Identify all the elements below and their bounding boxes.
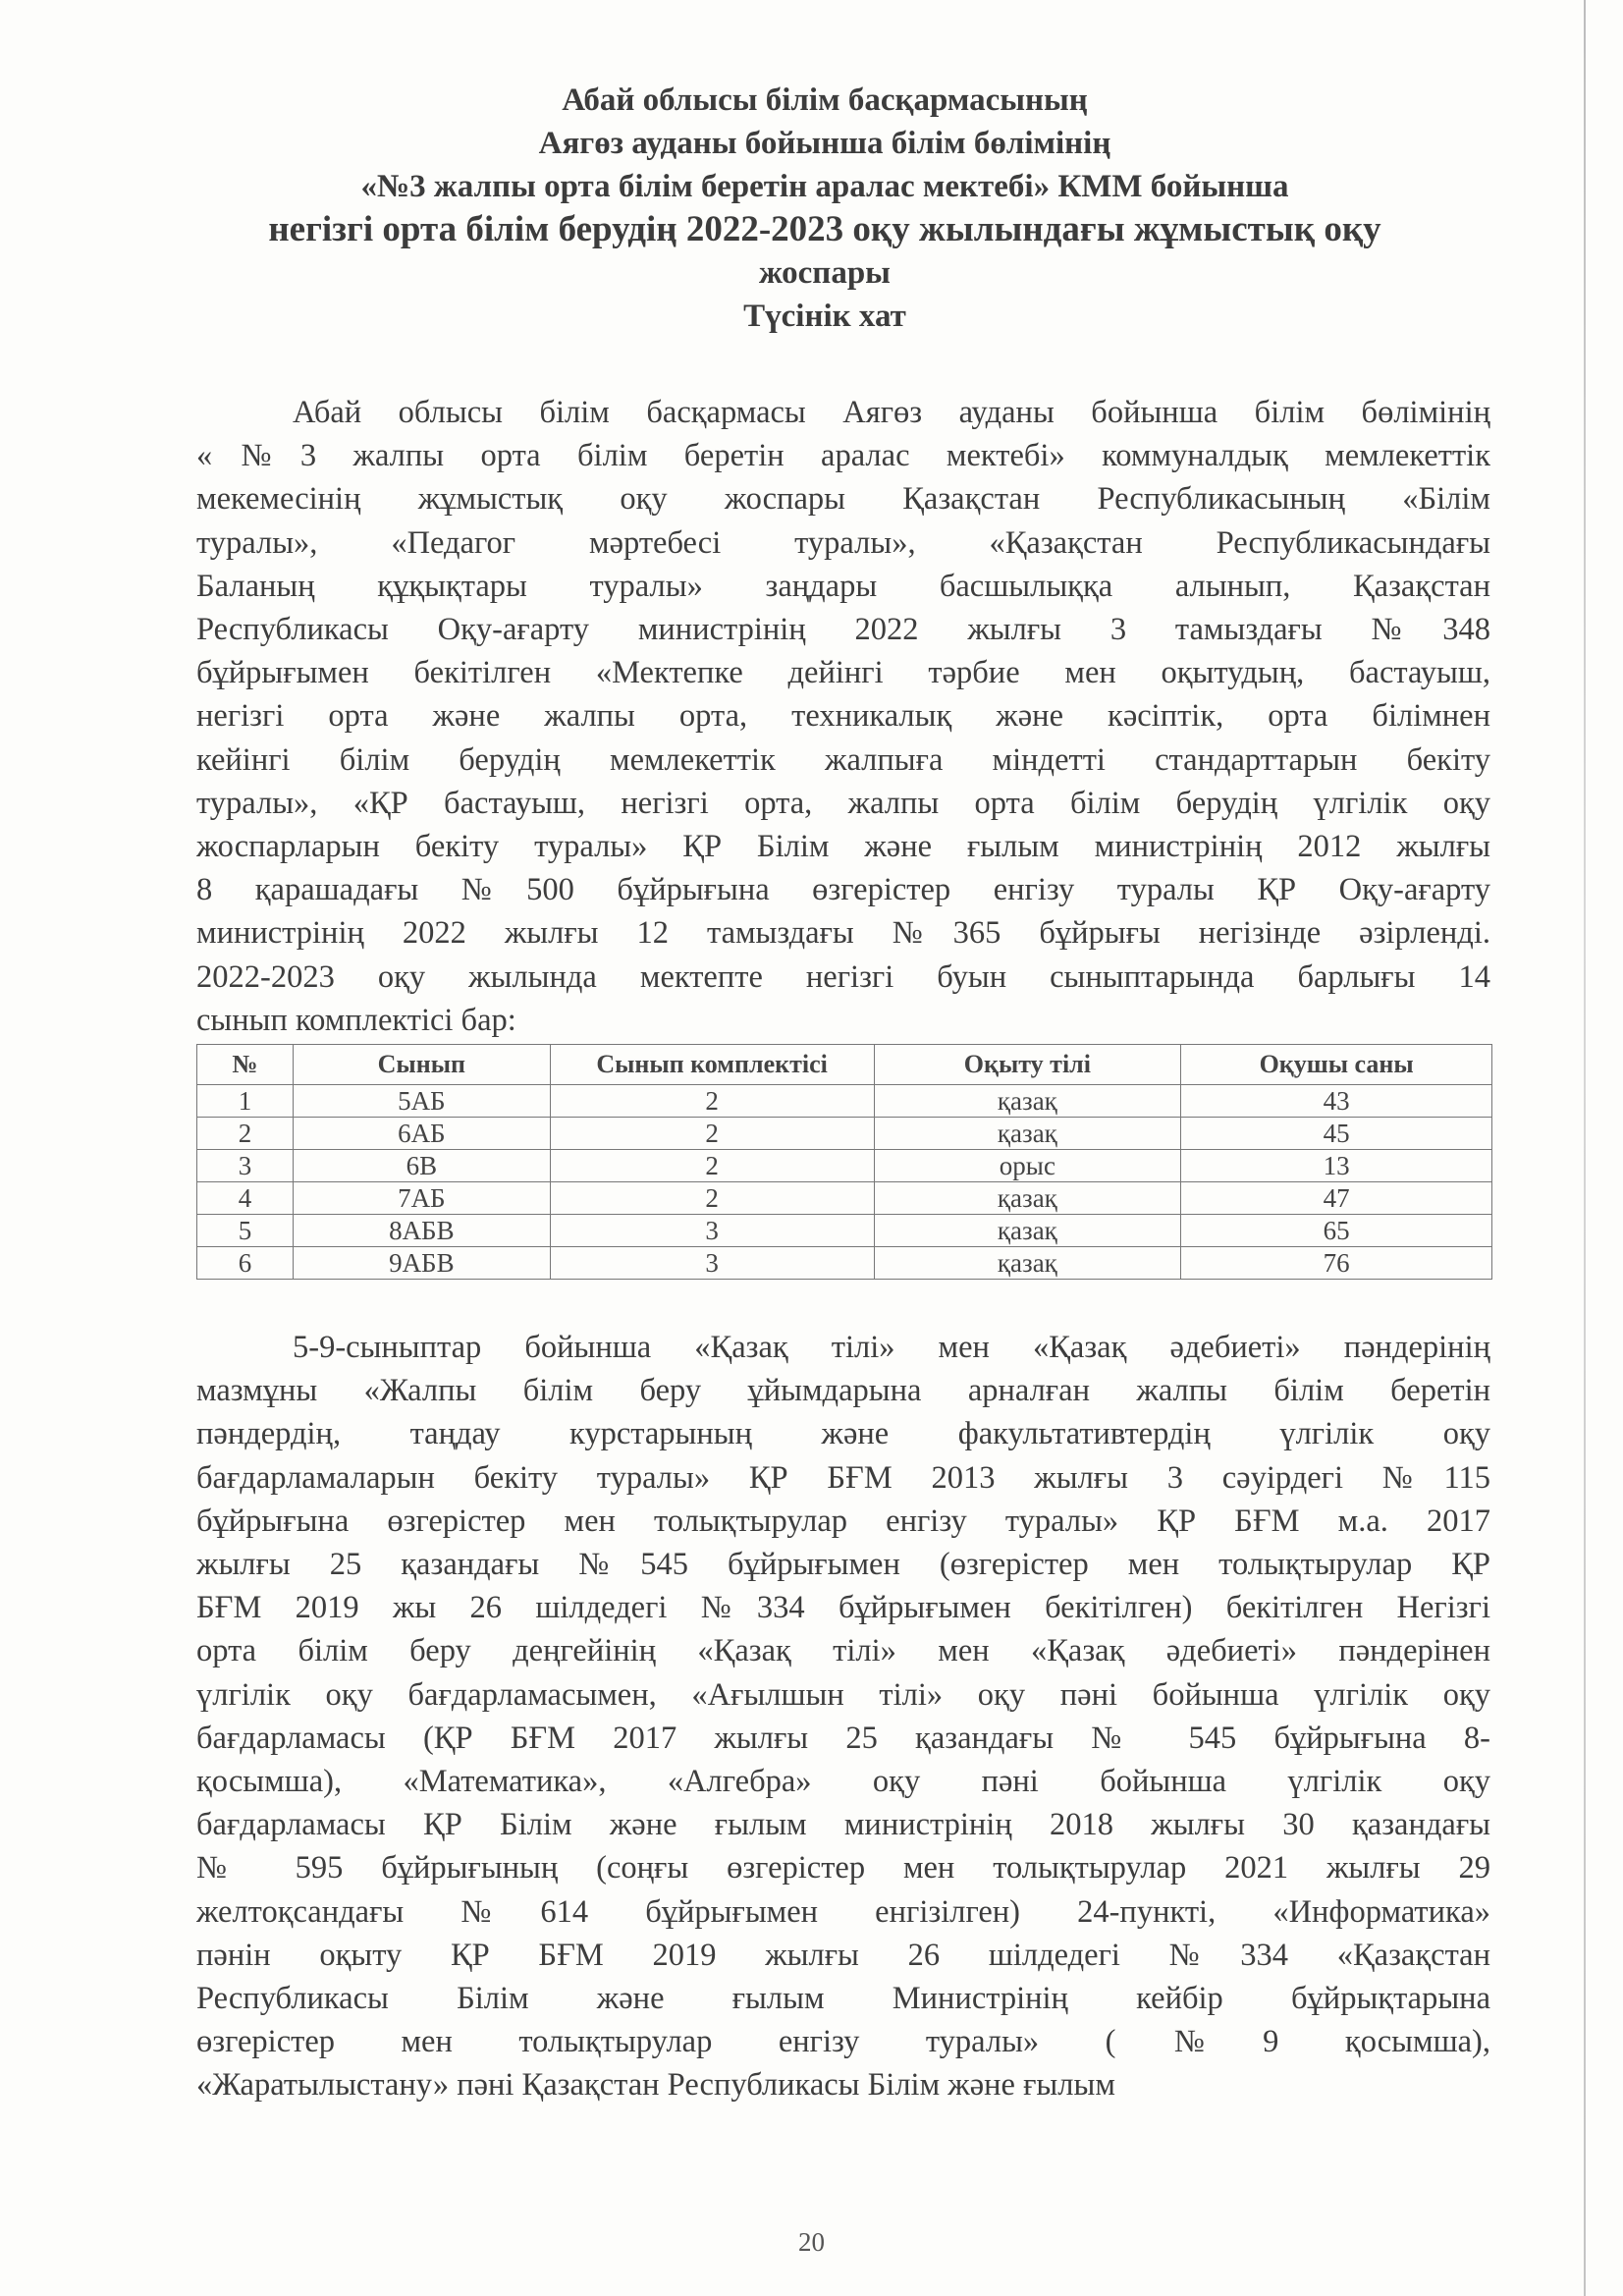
text-line: министрінің 2022 жылғы 12 тамыздағы №365 бұйрығы негізінде әзірленді.: [196, 915, 1490, 952]
text-line: 2022-2023 оқу жылында мектепте негізгі буын сыныптарында барлығы 14: [196, 958, 1490, 995]
table-row: [197, 1085, 1492, 1118]
table-cell: 2: [550, 1182, 874, 1215]
table-cell: 5АБ: [293, 1085, 550, 1118]
text-line: орта білім беру деңгейінің «Қазақ тілі» мен «Қазақ әдебиеті» пәндерінен: [196, 1633, 1490, 1669]
text-line: желтоқсандағы №614 бұйрығымен енгізілген) 24-пункті, «Информатика»: [196, 1893, 1490, 1930]
table-cell: қазақ: [874, 1118, 1181, 1150]
header-line-5: жоспары: [759, 255, 891, 291]
text-line: пәнін оқыту ҚР БҒМ 2019 жылғы 26 шілдедегі №334 «Қазақстан: [196, 1937, 1490, 1973]
header-line-4: негізгі орта білім берудің 2022-2023 оқу жылындағы жұмыстық оқу: [268, 209, 1381, 249]
table-cell: 65: [1181, 1215, 1492, 1247]
text-line: жылғы 25 қазандағы №545 бұйрығымен (өзгерістер мен толықтырулар ҚР: [196, 1547, 1490, 1583]
text-line: № 595 бұйрығының (соңғы өзгерістер мен толықтырулар 2021 жылғы 29: [196, 1850, 1490, 1886]
table-cell: 47: [1181, 1182, 1492, 1215]
table-cell: 2: [550, 1118, 874, 1150]
table-cell: 9АБВ: [293, 1247, 550, 1280]
header-cell-sets: Сынып комплектісі: [550, 1045, 874, 1085]
header-cell-students: Оқушы саны: [1181, 1045, 1492, 1085]
text-line: пәндердің, таңдау курстарының және факультативтердің үлгілік оқу: [196, 1416, 1490, 1452]
header-cell-number: №: [197, 1045, 294, 1085]
header-cell-class: Сынып: [293, 1045, 550, 1085]
table-cell: 5: [197, 1215, 294, 1247]
page-number: 20: [798, 2227, 825, 2257]
curriculum-paragraph: [196, 1326, 1490, 2107]
text-line: бағдарламасы ҚР Білім және ғылым министрінің 2018 жылғы 30 қазандағы: [196, 1807, 1490, 1843]
text-line: негізгі орта және жалпы орта, техникалық және кәсіптік, орта білімнен: [196, 698, 1490, 735]
table-cell: 6В: [293, 1150, 550, 1182]
text-line: туралы», «Педагог мәртебесі туралы», «Қазақстан Республикасындағы: [196, 524, 1490, 561]
header-cell-language: Оқыту тілі: [874, 1045, 1181, 1085]
table-cell: қазақ: [874, 1085, 1181, 1118]
table-cell: 2: [197, 1118, 294, 1150]
text-line: кейінгі білім берудің мемлекеттік жалпыға міндетті стандарттарын бекіту: [196, 741, 1490, 778]
header-line-1: Абай облысы білім басқармасының: [562, 82, 1088, 118]
text-line: 8 қарашадағы №500 бұйрығына өзгерістер енгізу туралы ҚР Оқу-ағарту: [196, 872, 1490, 908]
document-header: [196, 79, 1453, 338]
table-cell: 1: [197, 1085, 294, 1118]
table-cell: 76: [1181, 1247, 1492, 1280]
table-cell: 4: [197, 1182, 294, 1215]
table-cell: 6: [197, 1247, 294, 1280]
table-cell: 13: [1181, 1150, 1492, 1182]
table-cell: 3: [550, 1247, 874, 1280]
table-cell: 8АБВ: [293, 1215, 550, 1247]
text-line: Республикасы Білім және ғылым Министрінің кейбір бұйрықтарына: [196, 1981, 1490, 2017]
class-sets-table: [196, 1044, 1492, 1280]
text-line: жоспарларын бекіту туралы» ҚР Білім және ғылым министрінің 2012 жылғы: [196, 829, 1490, 865]
table-cell: 2: [550, 1150, 874, 1182]
table-cell: 3: [197, 1150, 294, 1182]
text-line: «№3 жалпы орта білім беретін аралас мектебі» коммуналдық мемлекеттік: [196, 438, 1490, 474]
text-line: өзгерістер мен толықтырулар енгізу туралы» (№9 қосымша),: [196, 2024, 1490, 2060]
text-line: Баланың құқықтары туралы» заңдары басшылыққа алынып, Қазақстан: [196, 568, 1490, 604]
text-line: БҒМ 2019 жы 26 шілдедегі №334 бұйрығымен бекітілген) бекітілген Негізгі: [196, 1590, 1490, 1626]
table-row: [197, 1118, 1492, 1150]
table-cell: 45: [1181, 1118, 1492, 1150]
text-line: Абай облысы білім басқармасы Аягөз ауданы бойынша білім бөлімінің: [293, 395, 1490, 430]
text-line: бұйрығымен бекітілген «Мектепке дейінгі тәрбие мен оқытудың, бастауыш,: [196, 655, 1490, 691]
text-line: «Жаратылыстану» пәні Қазақстан Республикасы Білім және ғылым: [196, 2067, 1115, 2104]
table-cell: 2: [550, 1085, 874, 1118]
header-line-3: «№3 жалпы орта білім беретін аралас мектебі» КММ бойынша: [360, 169, 1289, 204]
table-cell: қазақ: [874, 1182, 1181, 1215]
table-row: [197, 1215, 1492, 1247]
text-line: 5-9-сыныптар бойынша «Қазақ тілі» мен «Қазақ әдебиеті» пәндерінің: [293, 1330, 1490, 1365]
table-header-row: [197, 1045, 1492, 1085]
table-row: [197, 1247, 1492, 1280]
text-line: бағдарламаларын бекіту туралы» ҚР БҒМ 2013 жылғы 3 сәуірдегі №115: [196, 1459, 1490, 1496]
text-line: сынып комплектісі бар:: [196, 1002, 516, 1038]
table-cell: қазақ: [874, 1215, 1181, 1247]
intro-paragraph: [196, 391, 1490, 1042]
table-cell: 7АБ: [293, 1182, 550, 1215]
text-line: мазмұны «Жалпы білім беру ұйымдарына арналған жалпы білім беретін: [196, 1373, 1490, 1409]
table-cell: 43: [1181, 1085, 1492, 1118]
table-cell: 6АБ: [293, 1118, 550, 1150]
table-row: [197, 1182, 1492, 1215]
header-line-2: Аягөз ауданы бойынша білім бөлімінің: [538, 126, 1111, 161]
text-line: туралы», «ҚР бастауыш, негізгі орта, жалпы орта білім берудің үлгілік оқу: [196, 785, 1490, 821]
table-cell: қазақ: [874, 1247, 1181, 1280]
text-line: қосымша), «Математика», «Алгебра» оқу пәні бойынша үлгілік оқу: [196, 1764, 1490, 1800]
explanatory-note-title: Түсінік хат: [743, 299, 906, 334]
table-cell: 3: [550, 1215, 874, 1247]
text-line: мекемесінің жұмыстық оқу жоспары Қазақстан Республикасының «Білім: [196, 481, 1490, 518]
table-row: [197, 1150, 1492, 1182]
text-line: Республикасы Оқу-ағарту министрінің 2022 жылғы 3 тамыздағы №348: [196, 612, 1490, 648]
table-cell: орыс: [874, 1150, 1181, 1182]
text-line: үлгілік оқу бағдарламасымен, «Ағылшын тілі» оқу пәні бойынша үлгілік оқу: [196, 1676, 1490, 1713]
text-line: бағдарламасы (ҚР БҒМ 2017 жылғы 25 қазандағы № 545 бұйрығына 8-: [196, 1720, 1490, 1756]
text-line: бұйрығына өзгерістер мен толықтырулар енгізу туралы» ҚР БҒМ м.а. 2017: [196, 1503, 1490, 1539]
